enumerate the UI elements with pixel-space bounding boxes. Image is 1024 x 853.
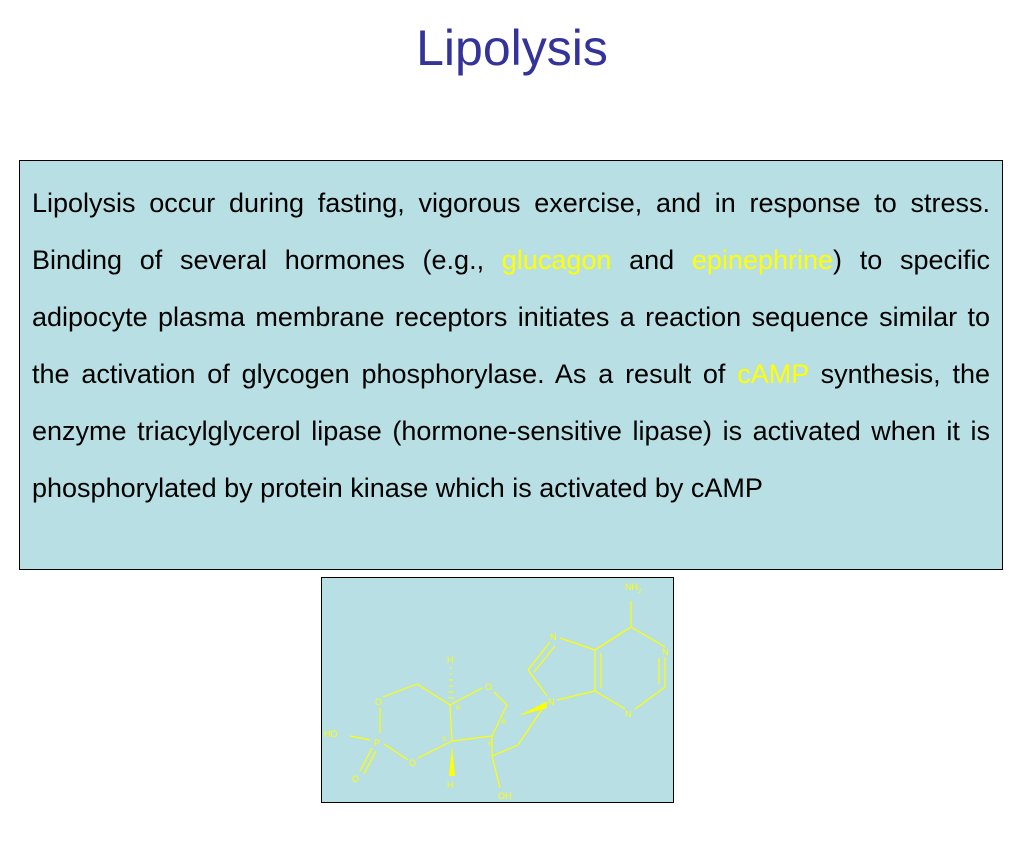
bonds bbox=[350, 601, 665, 788]
atom-n1: N bbox=[662, 647, 669, 657]
paragraph-text-3: ) to specific adipocyte plasma membrane receptors initiates a reaction sequence similar to the activation of glycogen phosphorylase. As a result of bbox=[32, 245, 990, 389]
stereo-marker: R bbox=[502, 720, 507, 726]
atom-o-ring: O bbox=[485, 682, 493, 692]
atom-h-bottom: H bbox=[447, 780, 454, 790]
paragraph-text-1: Lipolysis occur during fasting, vigorous exercise, and in response to stress. Binding of several hormones (e.g., bbox=[32, 188, 990, 275]
atom-o-double: O bbox=[352, 774, 360, 784]
camp-structure-figure bbox=[321, 577, 674, 803]
atom-n3: N bbox=[548, 697, 555, 707]
paragraph-text-4: synthesis, the enzyme triacylglycerol lipase (hormone-sensitive lipase) is activated when it is phosphorylated by protein kinase which is activated by cAMP bbox=[32, 359, 990, 503]
stereo-marker: S bbox=[488, 742, 493, 748]
stereo-marker: R bbox=[456, 706, 461, 712]
stereo-marker: S bbox=[442, 737, 447, 743]
atom-o-lower: O bbox=[409, 758, 417, 768]
camp-structure-diagram bbox=[322, 578, 675, 804]
highlight-camp: cAMP bbox=[737, 359, 809, 389]
atom-h-top: H bbox=[447, 655, 454, 665]
highlight-epinephrine: epinephrine bbox=[691, 245, 834, 275]
text-box bbox=[19, 160, 1003, 570]
wedge-bond-lower-h bbox=[449, 746, 455, 776]
highlight-glucagon: glucagon bbox=[501, 245, 612, 275]
atom-oh: OH bbox=[498, 791, 512, 801]
atom-p: P bbox=[374, 738, 381, 748]
body-paragraph bbox=[32, 175, 990, 517]
hashed-bond bbox=[448, 668, 454, 698]
wedge-bond-glycosidic bbox=[518, 702, 547, 716]
nh2-label: $NH_2$ bbox=[625, 582, 642, 595]
atom-o-upper: O bbox=[375, 697, 383, 707]
atom-n4: N bbox=[625, 709, 632, 719]
slide-title: Lipolysis bbox=[416, 20, 608, 76]
atom-ho: HO bbox=[324, 729, 338, 739]
atom-n2: N bbox=[550, 632, 557, 642]
paragraph-text-2: and bbox=[611, 245, 692, 275]
